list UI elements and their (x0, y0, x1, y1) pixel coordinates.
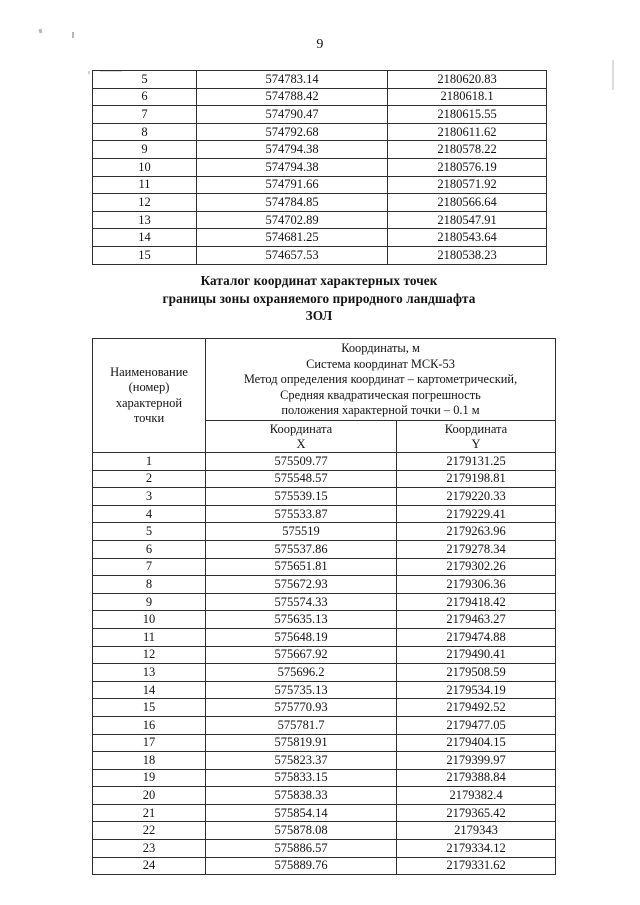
header-coords-line-3: Метод определения координат – картометрический, (243, 372, 518, 387)
point-number: 11 (93, 176, 197, 194)
point-number: 14 (93, 229, 197, 247)
table-row (93, 787, 556, 805)
coordinate-y: 2179463.27 (397, 611, 556, 629)
header-coords-line-1: Координаты, м (341, 341, 420, 356)
coordinate-x: 575672.93 (206, 576, 397, 594)
table-row (93, 734, 556, 752)
point-number: 6 (93, 88, 197, 106)
coordinate-y: 2179492.52 (397, 699, 556, 717)
point-number: 7 (93, 106, 197, 124)
coordinate-x: 575509.77 (206, 453, 397, 471)
table-row (93, 194, 547, 212)
coordinate-x: 574792.68 (197, 123, 388, 141)
coordinate-x: 575635.13 (206, 611, 397, 629)
coordinate-x: 574783.14 (197, 71, 388, 89)
point-number: 10 (93, 611, 206, 629)
header-coordinate-x-label: Координата (269, 421, 333, 436)
coordinate-x: 574702.89 (197, 211, 388, 229)
coordinate-y: 2179306.36 (397, 576, 556, 594)
table-row (93, 106, 547, 124)
coordinate-x: 575838.33 (206, 787, 397, 805)
table-row (93, 470, 556, 488)
coordinate-y: 2179302.26 (397, 558, 556, 576)
coordinate-x: 574788.42 (197, 88, 388, 106)
table-row (93, 505, 556, 523)
point-number: 10 (93, 158, 197, 176)
table-row (93, 558, 556, 576)
point-number: 6 (93, 540, 206, 558)
table-row (93, 88, 547, 106)
point-number: 9 (93, 593, 206, 611)
table-row (93, 699, 556, 717)
point-number: 3 (93, 488, 206, 506)
coordinate-y: 2179343 (397, 822, 556, 840)
coordinate-y: 2179331.62 (397, 857, 556, 875)
point-number: 17 (93, 734, 206, 752)
coordinate-x: 575886.57 (206, 840, 397, 858)
coordinate-y: 2180566.64 (388, 194, 547, 212)
coordinate-y: 2179198.81 (397, 470, 556, 488)
coordinate-x: 575735.13 (206, 681, 397, 699)
point-number: 13 (93, 664, 206, 682)
header-point-name-line-1: Наименование (110, 364, 188, 379)
point-number: 24 (93, 857, 206, 875)
coordinate-x: 575823.37 (206, 752, 397, 770)
coordinate-y: 2179508.59 (397, 664, 556, 682)
table-row (93, 664, 556, 682)
table-row (93, 141, 547, 159)
coordinate-x: 574794.38 (197, 141, 388, 159)
point-number: 8 (93, 576, 206, 594)
table-row (93, 488, 556, 506)
catalog-heading (92, 272, 546, 325)
point-number: 19 (93, 769, 206, 787)
coordinate-x: 575819.91 (206, 734, 397, 752)
header-point-name-line-2: (номер) (128, 380, 170, 394)
table-row (93, 540, 556, 558)
table-row (93, 857, 556, 875)
catalog-heading-line-3: ЗОЛ (305, 308, 333, 323)
coordinate-x: 575533.87 (206, 505, 397, 523)
table-row (93, 123, 547, 141)
scan-artifact (38, 29, 42, 34)
point-number: 15 (93, 699, 206, 717)
header-coordinate-x (206, 421, 397, 453)
header-coords-line-4: Средняя квадратическая погрешность (280, 387, 481, 402)
header-point-name-column (93, 339, 206, 453)
table-row (93, 646, 556, 664)
coordinate-x: 575537.86 (206, 540, 397, 558)
scan-artifact (612, 60, 614, 90)
header-coordinate-x-axis: X (296, 436, 306, 451)
table-row (93, 158, 547, 176)
point-number: 13 (93, 211, 197, 229)
point-number: 4 (93, 505, 206, 523)
table-row (93, 716, 556, 734)
point-number: 12 (93, 194, 197, 212)
coordinate-y: 2180618.1 (388, 88, 547, 106)
coordinate-y: 2179404.15 (397, 734, 556, 752)
coordinate-y: 2179263.96 (397, 523, 556, 541)
coordinate-y: 2180578.22 (388, 141, 547, 159)
coordinate-x: 575889.76 (206, 857, 397, 875)
catalog-heading-line-2: границы зоны охраняемого природного ландшафта (162, 290, 476, 306)
table-row (93, 681, 556, 699)
table-row (93, 752, 556, 770)
coordinate-x: 574657.53 (197, 246, 388, 264)
coordinate-x: 574790.47 (197, 106, 388, 124)
point-number: 9 (93, 141, 197, 159)
coordinate-y: 2179365.42 (397, 804, 556, 822)
continued-coordinate-table (92, 70, 547, 265)
point-number: 23 (93, 840, 206, 858)
scan-artifact (88, 71, 90, 74)
coordinate-y: 2179334.12 (397, 840, 556, 858)
point-number: 21 (93, 804, 206, 822)
coordinate-y: 2180620.83 (388, 71, 547, 89)
coordinate-y: 2179474.88 (397, 628, 556, 646)
coordinate-y: 2180543.64 (388, 229, 547, 247)
coordinate-y: 2179477.05 (397, 716, 556, 734)
coordinate-y: 2180571.92 (388, 176, 547, 194)
coordinate-y: 2179131.25 (397, 453, 556, 471)
point-number: 12 (93, 646, 206, 664)
point-number: 15 (93, 246, 197, 264)
coordinate-x: 575770.93 (206, 699, 397, 717)
table-row (93, 611, 556, 629)
coordinate-y: 2179418.42 (397, 593, 556, 611)
header-coordinate-y-axis: Y (471, 436, 481, 451)
coordinate-y: 2179534.19 (397, 681, 556, 699)
coordinate-y: 2180611.62 (388, 123, 547, 141)
header-coordinate-y-label: Координата (444, 421, 508, 436)
table-row (93, 804, 556, 822)
header-point-name-line-3: характерной (115, 395, 183, 410)
coordinate-y: 2179399.97 (397, 752, 556, 770)
header-coords-line-2: Система координат МСК-53 (306, 356, 455, 371)
point-number: 22 (93, 822, 206, 840)
coordinate-y: 2179229.41 (397, 505, 556, 523)
point-number: 16 (93, 716, 206, 734)
point-number: 5 (93, 71, 197, 89)
coordinate-x: 575574.33 (206, 593, 397, 611)
table-row (93, 593, 556, 611)
coordinate-y: 2179278.34 (397, 540, 556, 558)
coordinate-y: 2180615.55 (388, 106, 547, 124)
table-row (93, 211, 547, 229)
coordinate-x: 575833.15 (206, 769, 397, 787)
coordinate-x: 574784.85 (197, 194, 388, 212)
catalog-heading-line-1: Каталог координат характерных точек (200, 273, 438, 288)
coordinate-x: 575667.92 (206, 646, 397, 664)
coordinate-x: 575519 (206, 523, 397, 541)
coordinate-y: 2179490.41 (397, 646, 556, 664)
table-row (93, 576, 556, 594)
table-row (93, 769, 556, 787)
table-row (93, 71, 547, 89)
coordinate-y: 2180576.19 (388, 158, 547, 176)
coordinate-y: 2179382.4 (397, 787, 556, 805)
coordinate-y: 2179220.33 (397, 488, 556, 506)
coordinate-y: 2180547.91 (388, 211, 547, 229)
header-coordinate-y (397, 421, 556, 453)
table-row (93, 628, 556, 646)
page-number: 9 (316, 37, 324, 52)
coordinate-x: 574791.66 (197, 176, 388, 194)
coordinate-x: 575696.2 (206, 664, 397, 682)
point-number: 14 (93, 681, 206, 699)
coordinate-x: 575648.19 (206, 628, 397, 646)
table-row (93, 822, 556, 840)
table-row (93, 453, 556, 471)
coordinate-x: 574681.25 (197, 229, 388, 247)
header-point-name-line-4: точки (133, 411, 165, 425)
coordinate-x: 575854.14 (206, 804, 397, 822)
table-row (93, 246, 547, 264)
point-number: 8 (93, 123, 197, 141)
coordinate-x: 575781.7 (206, 716, 397, 734)
point-number: 2 (93, 470, 206, 488)
table-row (93, 176, 547, 194)
point-number: 7 (93, 558, 206, 576)
table-header-row-main (93, 339, 556, 421)
table-two-header (93, 339, 556, 453)
zol-coordinate-table (92, 338, 556, 875)
coordinate-x: 575878.08 (206, 822, 397, 840)
point-number: 20 (93, 787, 206, 805)
point-number: 5 (93, 523, 206, 541)
coordinate-x: 575539.15 (206, 488, 397, 506)
coordinate-x: 575548.57 (206, 470, 397, 488)
point-number: 11 (93, 628, 206, 646)
table-row (93, 840, 556, 858)
table-one-body (93, 71, 547, 265)
table-row (93, 229, 547, 247)
header-coords-line-5: положения характерной точки – 0.1 м (281, 403, 480, 418)
point-number: 1 (93, 453, 206, 471)
coordinate-x: 575651.81 (206, 558, 397, 576)
coordinate-y: 2180538.23 (388, 246, 547, 264)
point-number: 18 (93, 752, 206, 770)
table-two-body (93, 453, 556, 875)
header-coordinates-description (206, 339, 556, 421)
coordinate-y: 2179388.84 (397, 769, 556, 787)
table-row (93, 523, 556, 541)
coordinate-x: 574794.38 (197, 158, 388, 176)
